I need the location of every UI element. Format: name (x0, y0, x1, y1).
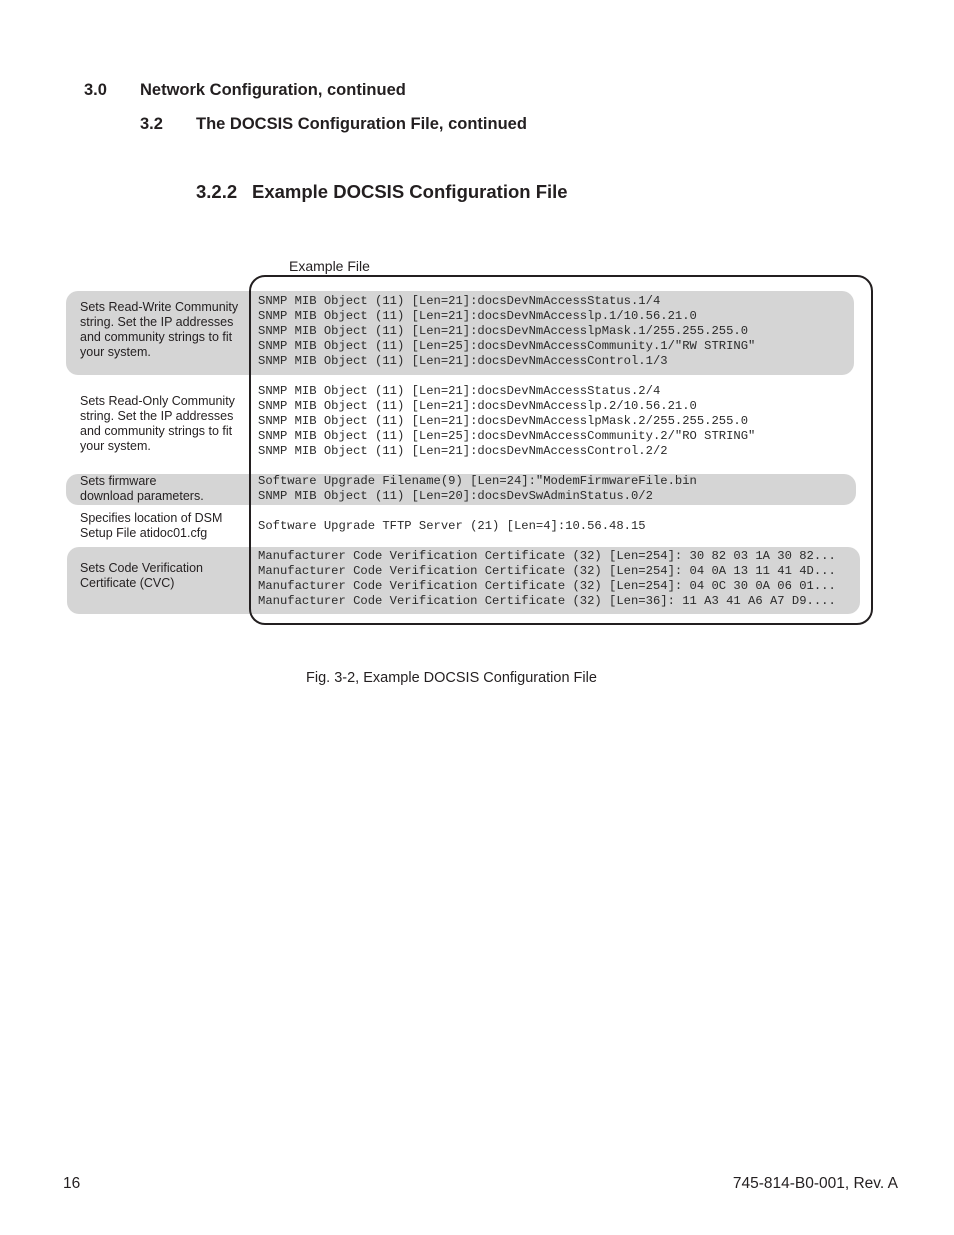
code-line: Manufacturer Code Verification Certificate (32) [Len=36]: 11 A3 41 A6 A7 D9.... (258, 594, 836, 608)
document-id: 745-814-B0-001, Rev. A (732, 1175, 898, 1192)
subsection-title: The DOCSIS Configuration File, continued (196, 115, 527, 133)
code-line: SNMP MIB Object (11) [Len=21]:docsDevNmAccesslp.1/10.56.21.0 (258, 309, 697, 323)
code-line: Manufacturer Code Verification Certificate (32) [Len=254]: 30 82 03 1A 30 82... (258, 549, 836, 563)
code-line: SNMP MIB Object (11) [Len=25]:docsDevNmAccessCommunity.2/"RO STRING" (258, 429, 756, 443)
code-line: Manufacturer Code Verification Certificate (32) [Len=254]: 04 0C 30 0A 06 01... (258, 579, 836, 593)
main-heading-number: 3.2.2 (196, 181, 238, 202)
code-line: Manufacturer Code Verification Certificate (32) [Len=254]: 04 0A 13 11 41 4D... (258, 564, 836, 578)
note-dsm-setup: Specifies location of DSM Setup File atidoc01.cfg (80, 511, 223, 540)
subsection-number: 3.2 (140, 115, 163, 133)
code-line: SNMP MIB Object (11) [Len=21]:docsDevNmAccesslpMask.1/255.255.255.0 (258, 324, 749, 338)
code-line: SNMP MIB Object (11) [Len=21]:docsDevNmAccessControl.1/3 (258, 354, 668, 368)
code-line: SNMP MIB Object (11) [Len=21]:docsDevNmAccessControl.2/2 (258, 444, 668, 458)
code-line: Software Upgrade TFTP Server (21) [Len=4]:10.56.48.15 (258, 519, 646, 533)
figure-caption: Fig. 3-2, Example DOCSIS Configuration File (306, 670, 597, 686)
code-line: SNMP MIB Object (11) [Len=21]:docsDevNmAccessStatus.1/4 (258, 294, 661, 308)
note-ro-community: Sets Read-Only Community string. Set the IP addresses and community strings to fit your system. (80, 394, 235, 453)
code-line: SNMP MIB Object (11) [Len=25]:docsDevNmAccessCommunity.1/"RW STRING" (258, 339, 756, 353)
code-line: SNMP MIB Object (11) [Len=21]:docsDevNmAccesslpMask.2/255.255.255.0 (258, 414, 749, 428)
note-cvc: Sets Code Verification Certificate (CVC) (80, 561, 203, 590)
main-heading-title: Example DOCSIS Configuration File (252, 181, 568, 202)
note-firmware: Sets firmware download parameters. (80, 474, 204, 503)
code-line: SNMP MIB Object (11) [Len=21]:docsDevNmAccesslp.2/10.56.21.0 (258, 399, 697, 413)
code-line: SNMP MIB Object (11) [Len=21]:docsDevNmAccessStatus.2/4 (258, 384, 661, 398)
note-rw-community: Sets Read-Write Community string. Set the IP addresses and community strings to fit your system. (80, 300, 239, 359)
code-line: Software Upgrade Filename(9) [Len=24]:"ModemFirmwareFile.bin (258, 474, 697, 488)
page-number: 16 (63, 1175, 81, 1192)
section-number: 3.0 (84, 81, 107, 99)
example-file-label: Example File (289, 258, 370, 274)
code-line: SNMP MIB Object (11) [Len=20]:docsDevSwAdminStatus.0/2 (258, 489, 653, 503)
section-title: Network Configuration, continued (140, 81, 406, 99)
